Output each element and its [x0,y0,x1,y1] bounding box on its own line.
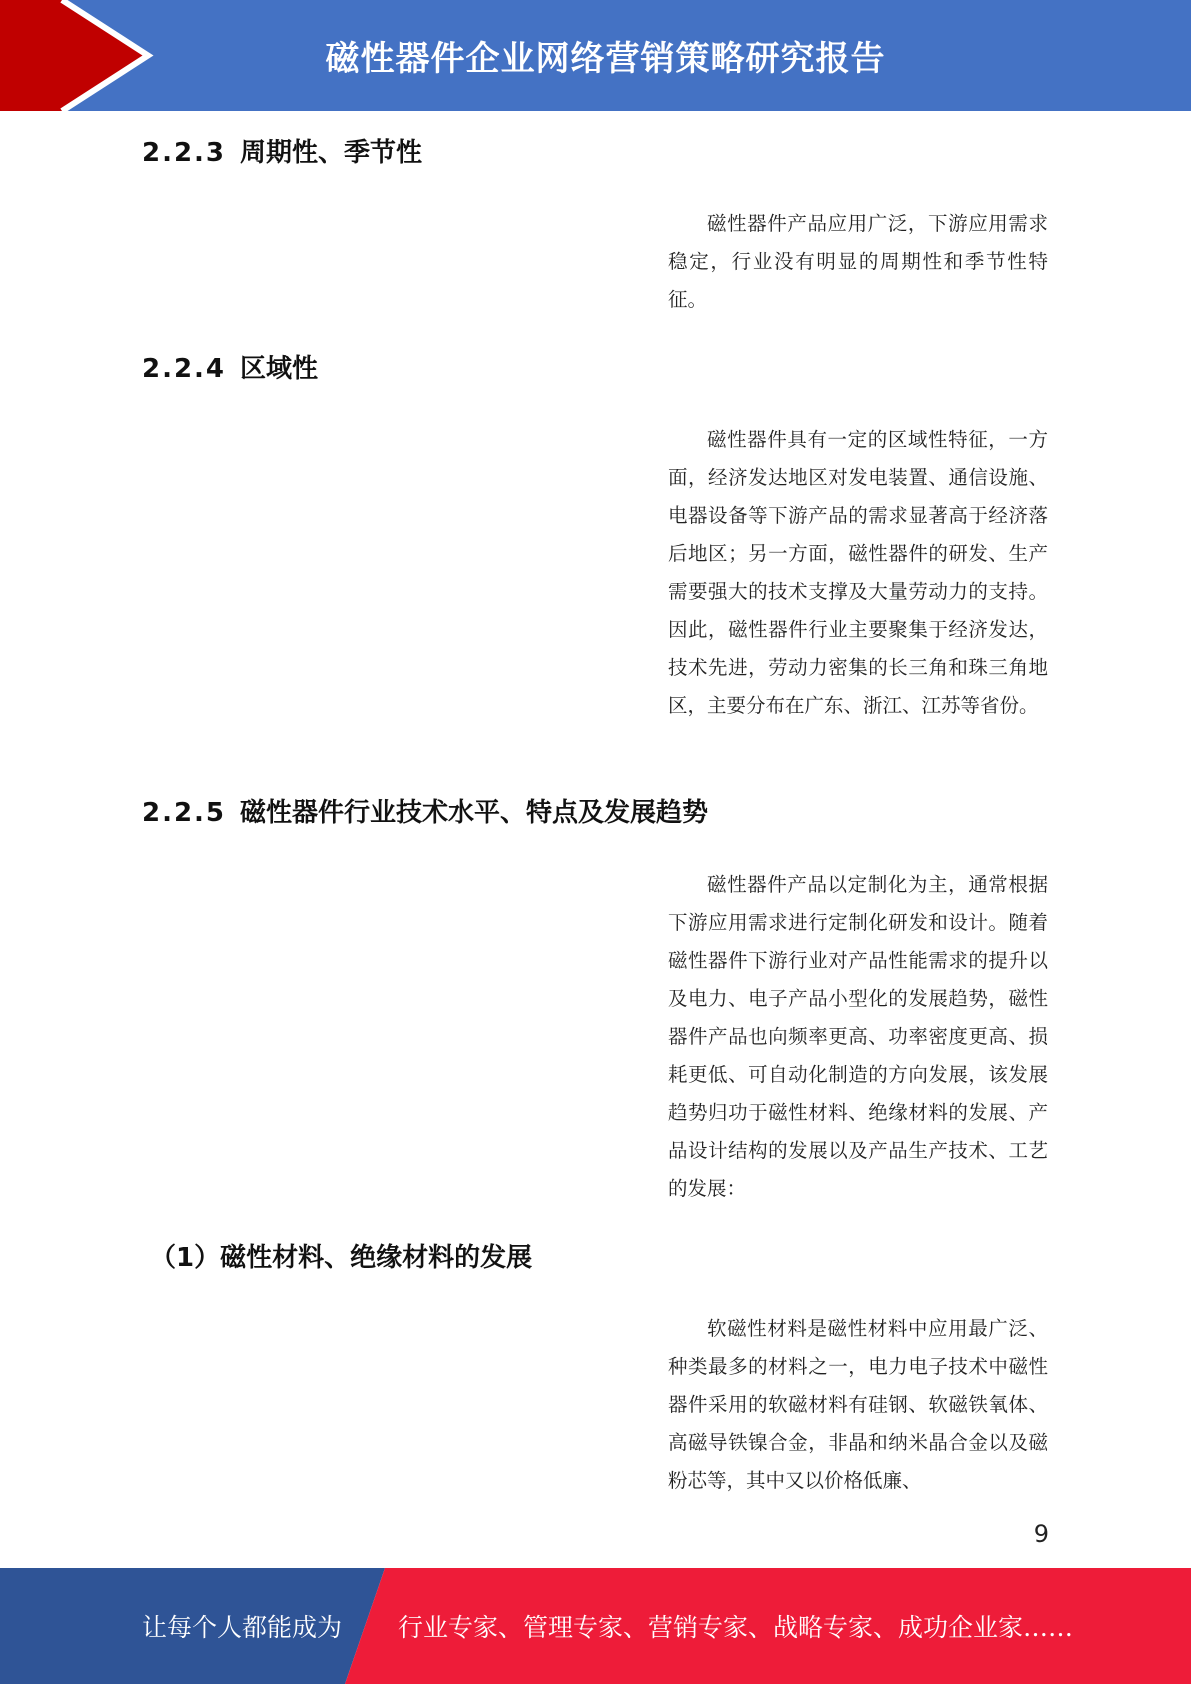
section-heading-2-2-3: 2.2.3 周期性、季节性 [142,138,423,168]
subsection-paragraph-1: 软磁性材料是磁性材料中应用最广泛、种类最多的材料之一，电力电子技术中磁性器件采用的软磁材料有硅钢、软磁铁氧体、高磁导铁镍合金，非晶和纳米晶合金以及磁粉芯等，其中又以价格低廉、 [668,1317,1048,1492]
section-heading-2-2-4: 2.2.4 区域性 [142,354,319,384]
header-bar [0,0,1191,111]
section-paragraph-2-2-4: 磁性器件具有一定的区域性特征，一方面，经济发达地区对发电装置、通信设施、电器设备等下游产品的需求显著高于经济落后地区；另一方面，磁性器件的研发、生产需要强大的技术支撑及大量劳动力的支持。因此，磁性器件行业主要聚集于经济发达，技术先进，劳动力密集的长三角和珠三角地区，主要分布在广东、浙江、江苏等省份。 [668,428,1048,717]
footer-slogan-right: 行业专家、管理专家、营销专家、战略专家、成功企业家…… [398,1613,1074,1642]
footer-bar [0,1568,1191,1684]
subsection-heading-1: （1）磁性材料、绝缘材料的发展 [150,1243,533,1273]
section-heading-2-2-5: 2.2.5 磁性器件行业技术水平、特点及发展趋势 [142,798,709,828]
page-number: 9 [1033,1520,1049,1548]
section-paragraph-2-2-3: 磁性器件产品应用广泛，下游应用需求稳定，行业没有明显的周期性和季节性特征。 [668,212,1048,311]
section-paragraph-2-2-5: 磁性器件产品以定制化为主，通常根据下游应用需求进行定制化研发和设计。随着磁性器件下游行业对产品性能需求的提升以及电力、电子产品小型化的发展趋势，磁性器件产品也向频率更高、功率密度更高、损耗更低、可自动化制造的方向发展，该发展趋势归功于磁性材料、绝缘材料的发展、产品设计结构的发展以及产品生产技术、工艺的发展： [668,873,1048,1200]
footer-slogan-left: 让每个人都能成为 [142,1613,343,1642]
document-title: 磁性器件企业网络营销策略研究报告 [325,39,886,79]
